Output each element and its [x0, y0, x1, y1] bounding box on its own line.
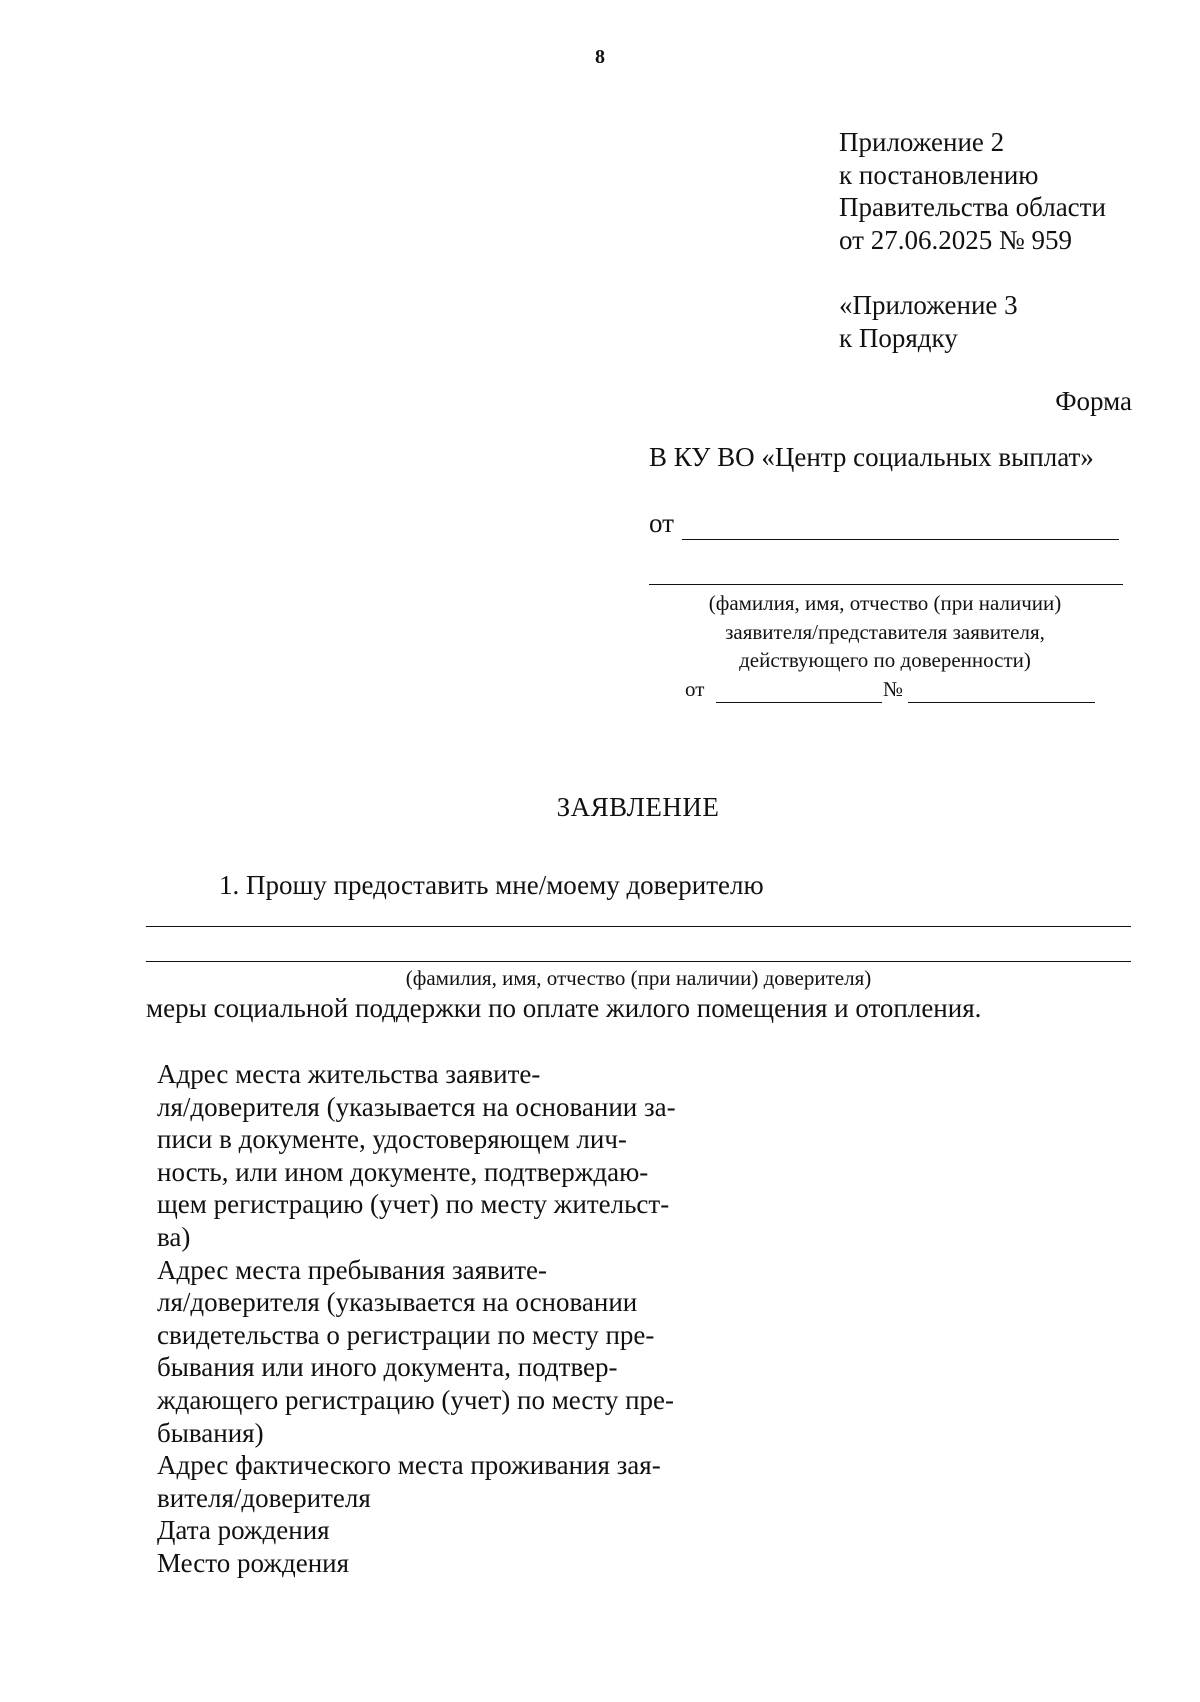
order-header-line: к Порядку — [839, 322, 958, 353]
field-birth-date: Дата рождения — [157, 1515, 330, 1546]
trustee-name-blank-2 — [146, 961, 1131, 962]
annex-header-line: Приложение 2 — [839, 127, 1005, 157]
request-text: 1. Прошу предоставить мне/моему доверителю — [219, 870, 764, 900]
poa-number-label: № — [883, 677, 904, 701]
poa-number-blank — [908, 702, 1095, 703]
trustee-name-blank — [146, 926, 1131, 927]
annex-header-line: Правительства области — [839, 192, 1106, 222]
page-number: 8 — [595, 46, 605, 68]
fields-list — [157, 1058, 717, 1580]
name-hint-line: заявителя/представителя заявителя, — [725, 619, 1045, 644]
measures-text: меры социальной поддержки по оплате жилого помещения и отопления. — [146, 993, 982, 1023]
field-stay-address: Адрес места пребывания заявите- ля/доверителя (указывается на основании свидетельства о регистрации по месту пре- бывания или иного документа, подтвер- ждающего регистрацию (учет) по месту пре- бывания) — [157, 1254, 675, 1448]
document-title: ЗАЯВЛЕНИЕ — [556, 792, 720, 822]
from-label: от — [649, 508, 674, 538]
applicant-from-row — [649, 508, 1119, 540]
name-hint-line: (фамилия, имя, отчество (при наличии) — [708, 591, 1062, 615]
trustee-name-hint: (фамилия, имя, отчество (при наличии) доверителя) — [405, 966, 872, 990]
field-residence-address: Адрес места жительства заявите- ля/доверителя (указывается на основании за- писи в документе, удостоверяющем лич- ность, или ином документе, подтверждаю- щем регистрацию (учет) по месту жительст- ва) — [157, 1059, 676, 1252]
poa-date-blank — [716, 702, 882, 703]
poa-date-label: от — [685, 677, 705, 701]
applicant-name-blank — [682, 539, 1119, 540]
field-actual-address: Адрес фактического места проживания зая- вителя/доверителя — [157, 1450, 661, 1513]
applicant-name-hint — [640, 589, 1130, 675]
form-label: Форма — [1055, 386, 1132, 416]
order-header-line: «Приложение 3 — [839, 290, 1018, 320]
annex-header-line: к постановлению — [839, 159, 1039, 190]
applicant-name-blank-2 — [649, 584, 1123, 585]
annex-header — [839, 126, 1106, 256]
order-header — [839, 289, 1018, 354]
field-birth-place: Место рождения — [157, 1547, 350, 1578]
power-of-attorney-row — [685, 677, 1095, 703]
annex-header-line: от 27.06.2025 № 959 — [839, 224, 1072, 255]
addressee: В КУ ВО «Центр социальных выплат» — [649, 442, 1094, 472]
name-hint-line: действующего по доверенности) — [739, 648, 1031, 672]
